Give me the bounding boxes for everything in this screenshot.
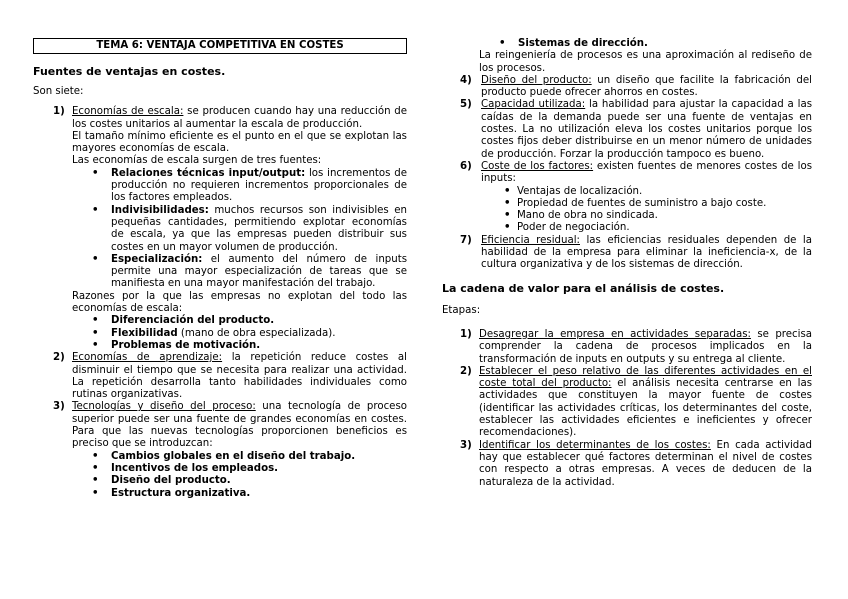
item-term: Capacidad utilizada: <box>481 99 586 111</box>
item-number: 3) <box>460 439 472 451</box>
list-item: • Ventajas de localización. <box>479 186 812 198</box>
item-term: Identificar los determinantes de los costes: <box>479 439 711 451</box>
list-item: • Propiedad de fuentes de suministro a bajo coste. <box>479 198 812 210</box>
item-number: 2) <box>460 365 472 377</box>
right-column <box>442 38 812 489</box>
list-item-7 <box>442 235 812 272</box>
step-item-1 <box>442 329 812 366</box>
list-item-1 <box>33 106 407 131</box>
item1-paragraph-4: Razones por la que las empresas no explotan del todo las economías de escala: <box>72 290 407 315</box>
list-item: • Indivisibilidades: muchos recursos son indivisibles en pequeñas cantidades, permitiendo explotar economías de escala, ya que las empresas pueden distribuir sus costes en un mayor volumen de producción. <box>72 205 407 254</box>
etapas-label: Etapas: <box>442 304 481 316</box>
item-number: 3) <box>53 401 65 413</box>
left-column <box>33 38 407 500</box>
item-number: 1) <box>53 106 65 118</box>
item-text: las eficiencias residuales dependen de la habilidad de la empresa para eliminar la ineficiencia-x, de la cultura organizativa y de los sistemas de dirección. <box>481 234 812 271</box>
item-number: 1) <box>460 328 472 340</box>
item-number: 6) <box>460 160 472 172</box>
list-item: • Incentivos de los empleados. <box>72 463 407 475</box>
document-title: TEMA 6: VENTAJA COMPETITIVA EN COSTES <box>33 38 407 54</box>
list-item: • Especialización: el aumento del número de inputs permite una mayor especialización de tareas que se manifiesta en una mayor manifestación del trabajo. <box>72 254 407 291</box>
list-item: • Mano de obra no sindicada. <box>479 210 812 222</box>
step-item-3 <box>442 440 812 489</box>
item-text: En cada actividad hay que establecer qué factores determinan el nivel de costes con respecto a otras empresas. A veces de deducen de la naturaleza de la actividad. <box>479 439 812 488</box>
item-term: Tecnologías y diseño del proceso: <box>72 401 256 413</box>
continued-list <box>442 38 812 50</box>
item-number: 4) <box>460 74 472 86</box>
item-term: Economías de escala: <box>72 106 184 118</box>
item-text: se producen cuando hay una reducción de los costes unitarios al aumentar la escala de producción. <box>72 106 407 130</box>
item1-paragraph-3: Las economías de escala surgen de tres fuentes: <box>72 155 322 167</box>
list-item-4 <box>442 75 812 100</box>
item-term: Desagregar la empresa en actividades separadas: <box>479 328 751 340</box>
item-term: Establecer el peso relativo de las diferentes actividades en el coste total del producto: <box>479 365 812 390</box>
item-term: Eficiencia residual: <box>481 234 580 246</box>
item1-paragraph-2: El tamaño mínimo eficiente es el punto en el que se explotan las mayores economías de escala. <box>72 130 407 155</box>
list-item: • Problemas de motivación. <box>72 340 407 352</box>
list-item: • Diferenciación del producto. <box>72 315 407 327</box>
list-item-6 <box>442 161 812 186</box>
item-text: la repetición reduce costes al disminuir el tiempo que se necesita para realizar una actividad. La repetición desarrolla tanto habilidades individuales como rutinas organizativas. <box>72 352 407 401</box>
item-number: 2) <box>53 352 65 364</box>
item-text: la habilidad para ajustar la capacidad a las caídas de la demanda puede ser una fuente de ventajas en costes. La no utilización eleva los costes unitarios porque los costes fijos deber distribuirse en un menor número de unidades de producción. Forzar la producción tampoco es bueno. <box>481 99 812 160</box>
item-number: 7) <box>460 234 472 246</box>
item-term: Diseño del producto: <box>481 74 592 86</box>
list-item: • Cambios globales en el diseño del trabajo. <box>72 451 407 463</box>
item-term: Coste de los factores: <box>481 160 594 172</box>
intro-text: Son siete: <box>33 86 84 97</box>
list-item: • Estructura organizativa. <box>72 488 407 500</box>
list-item: • Flexibilidad (mano de obra especializada). <box>72 328 407 340</box>
item-term: Economías de aprendizaje: <box>72 352 223 364</box>
list-item-5 <box>442 99 812 160</box>
factor-costs-list <box>442 186 812 235</box>
item-text: una tecnología de proceso superior puede ser una fuente de grandes economías en costes. Para que las nuevas tecnologías proporcionen beneficios es preciso que se introduzcan: <box>72 401 407 450</box>
list-item-3 <box>33 401 407 450</box>
reengineering-text: La reingeniería de procesos es una aproximación al rediseño de los procesos. <box>479 50 812 74</box>
list-item: • Poder de negociación. <box>479 222 812 234</box>
list-item: • Relaciones técnicas input/output: los incrementos de producción no requieren incrementos proporcionales de los factores empleados. <box>72 168 407 205</box>
item-text: se precisa comprender la cadena de procesos implicados en la transformación de inputs en outputs y su entrega al cliente. <box>479 328 813 365</box>
list-item: • Sistemas de dirección. <box>479 38 812 50</box>
technology-list <box>33 451 407 500</box>
section-heading-fuentes: Fuentes de ventajas en costes. <box>33 65 226 78</box>
list-item-2 <box>33 352 407 401</box>
item-text: el análisis necesita centrarse en las actividades que constituyen la mayor fuente de costes (identificar las actividades críticas, los determinantes del coste, establecer las actividades eficientes e ineficientes y ofrecer recomendaciones). <box>479 378 812 439</box>
scale-sources-list <box>33 168 407 291</box>
item-text: un diseño que facilite la fabricación del producto puede ofrecer ahorros en costes. <box>481 74 812 99</box>
item-text: existen fuentes de menores costes de los inputs: <box>481 160 813 185</box>
item-number: 5) <box>460 99 472 111</box>
step-item-2 <box>442 366 812 440</box>
reasons-list <box>33 315 407 352</box>
section-heading-cadena: La cadena de valor para el análisis de costes. <box>442 281 725 295</box>
list-item: • Diseño del producto. <box>72 475 407 487</box>
